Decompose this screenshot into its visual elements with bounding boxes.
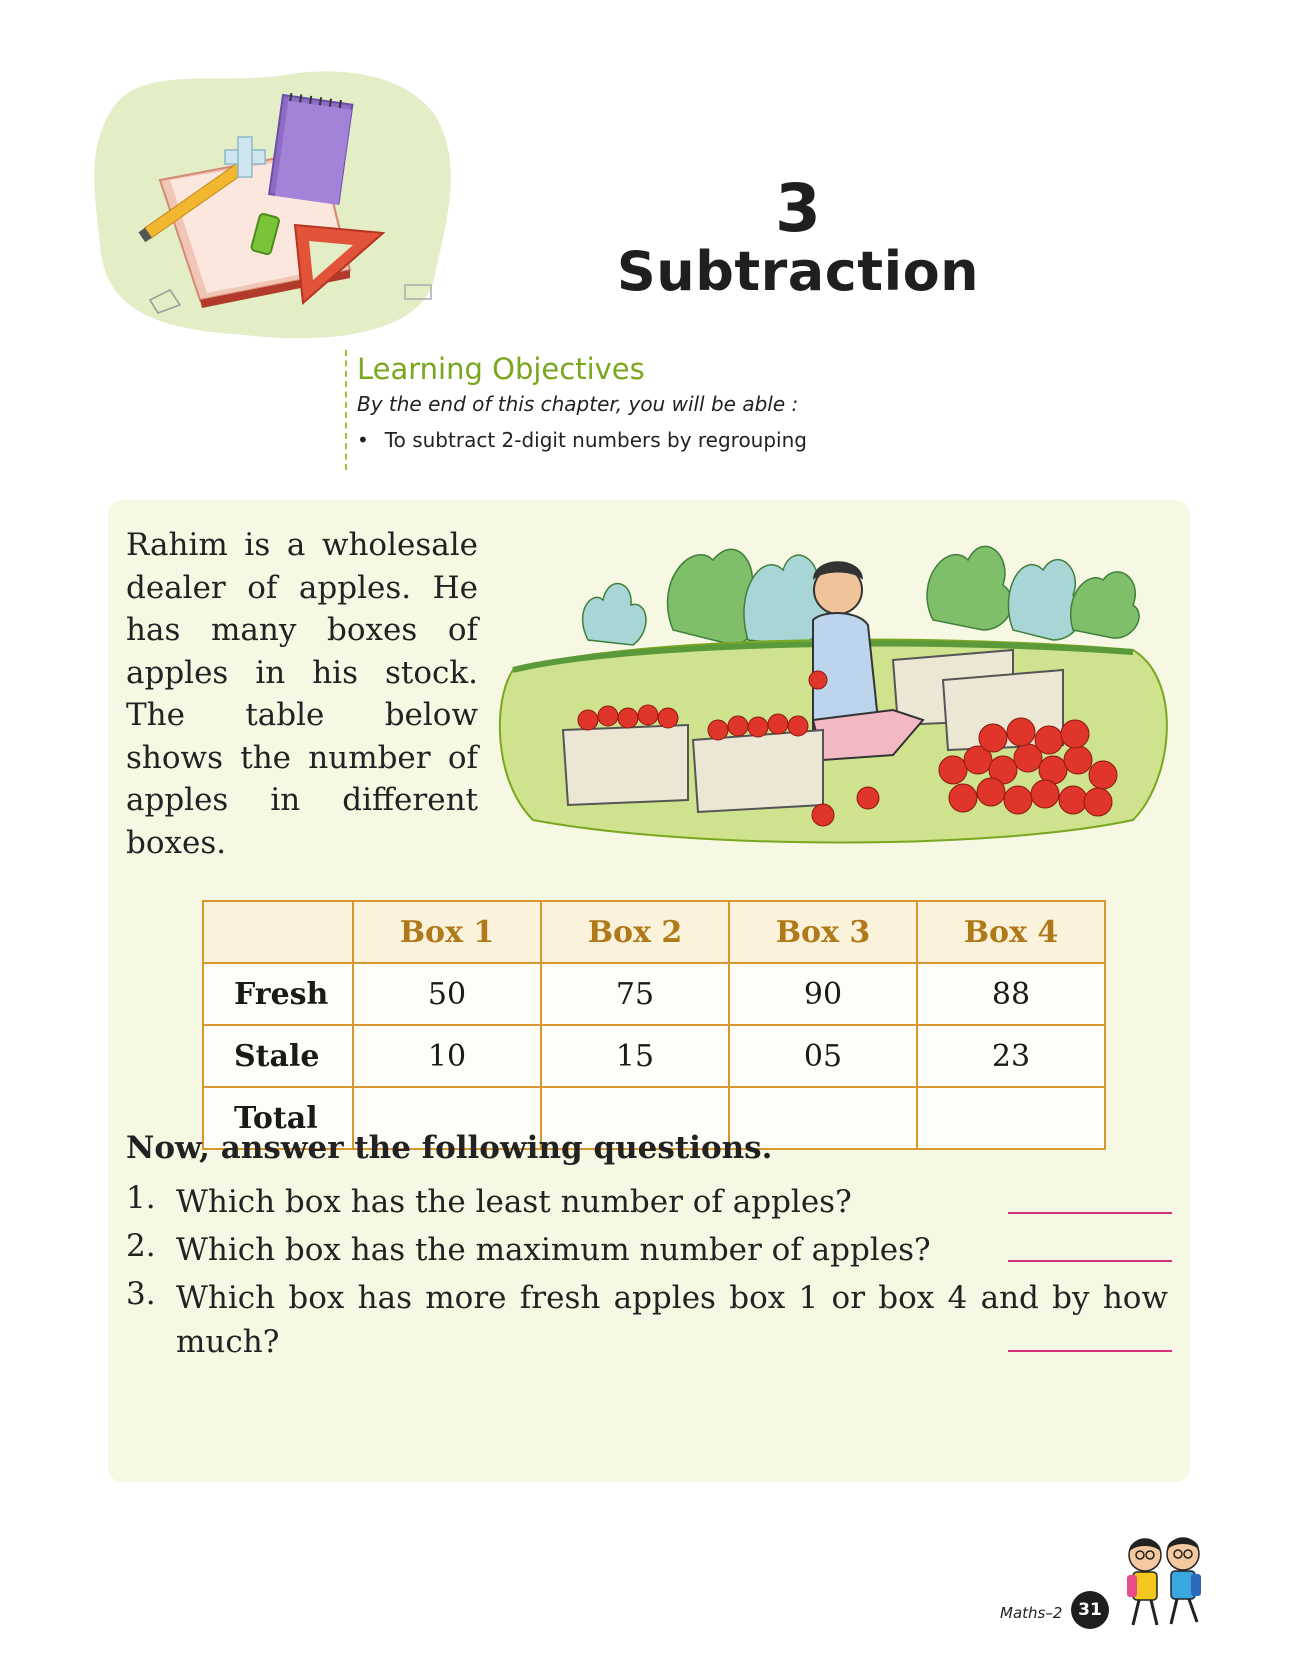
question-text: Which box has the least number of apples? [176, 1184, 852, 1220]
row-header: Stale [203, 1025, 353, 1087]
table-cell: 90 [729, 963, 917, 1025]
objectives-heading: Learning Objectives [357, 352, 645, 386]
table-cell: 05 [729, 1025, 917, 1087]
objective-text: To subtract 2-digit numbers by regrouping [384, 428, 807, 452]
answer-line[interactable] [1008, 1212, 1172, 1214]
table-corner-cell [203, 901, 353, 963]
question-text: Which box has the maximum number of apples? [176, 1232, 931, 1268]
column-header: Box 3 [729, 901, 917, 963]
answer-line[interactable] [1008, 1350, 1172, 1352]
bullet-icon: • [357, 428, 369, 452]
story-text: Rahim is a wholesale dealer of apples. He has many boxes of apples in his stock. The table below shows the number of apples in different boxes. [126, 527, 478, 861]
question-number: 2. [126, 1228, 156, 1264]
table-cell: 50 [353, 963, 541, 1025]
answer-line[interactable] [1008, 1260, 1172, 1262]
activity-panel [108, 500, 1190, 1482]
column-header: Box 2 [541, 901, 729, 963]
total-answer-cell[interactable] [917, 1087, 1105, 1149]
book-label: Maths–2 [1000, 1604, 1063, 1622]
table-row [203, 1025, 1105, 1087]
row-header: Total [203, 1087, 353, 1149]
objectives-intro: By the end of this chapter, you will be able : [357, 392, 799, 416]
row-header: Fresh [203, 963, 353, 1025]
question-text: Which box has more fresh apples box 1 or box 4 and by how much? [176, 1280, 1168, 1360]
table-cell: 15 [541, 1025, 729, 1087]
objective-item [357, 428, 917, 452]
column-header: Box 4 [917, 901, 1105, 963]
chapter-title: Subtraction [616, 240, 980, 303]
table-cell: 75 [541, 963, 729, 1025]
apple-seller-illustration [493, 520, 1183, 855]
questions-heading: Now, answer the following questions. [126, 1130, 773, 1166]
apples-table [202, 900, 1106, 1150]
chapter-number: 3 [775, 170, 821, 247]
column-header: Box 1 [353, 901, 541, 963]
learning-objectives [345, 350, 917, 470]
table-cell: 88 [917, 963, 1105, 1025]
table-header-row [203, 901, 1105, 963]
question-number: 3. [126, 1276, 156, 1312]
question-number: 1. [126, 1180, 156, 1216]
table-row [203, 963, 1105, 1025]
kids-mascot-illustration [1115, 1530, 1215, 1635]
page-number: 31 [1071, 1591, 1109, 1629]
question-item [126, 1228, 1168, 1272]
question-item [126, 1180, 1168, 1224]
table-cell: 23 [917, 1025, 1105, 1087]
table-cell: 10 [353, 1025, 541, 1087]
